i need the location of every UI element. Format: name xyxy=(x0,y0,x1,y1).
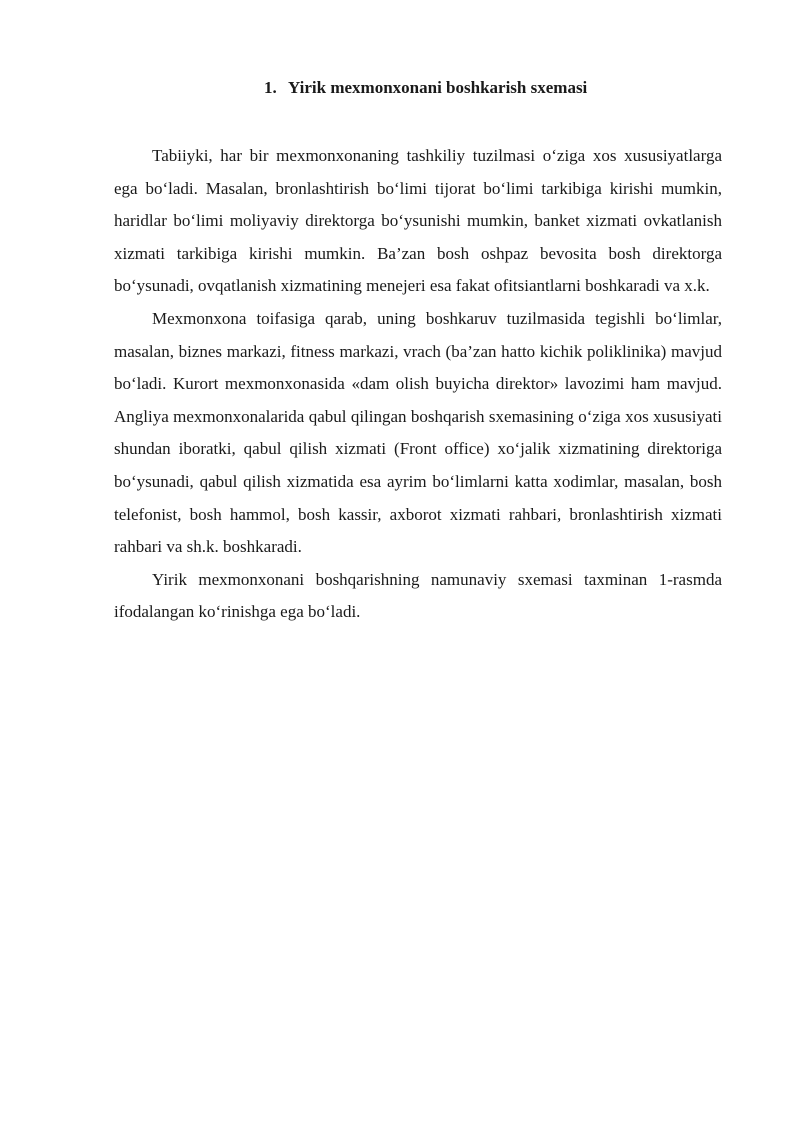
body-text xyxy=(114,140,722,629)
section-number: 1. xyxy=(264,78,277,97)
section-title: Yirik mexmonxonani boshkarish sxemasi xyxy=(288,78,588,97)
section-heading xyxy=(0,76,800,100)
paragraph-1: Tabiiyki, har bir mexmonxonaning tashkiliy tuzilmasi o‘ziga xos xususiyatlarga ega bo‘ladi. Masalan, bronlashtirish bo‘limi tijorat bo‘limi tarkibiga kirishi mumkin, haridlar bo‘limi moliyaviy direktorga bo‘ysunishi mumkin, banket xizmati ovkatlanish xizmati tarkibiga kirishi mumkin. Ba’zan bosh oshpaz bevosita bosh direktorga bo‘ysunadi, ovqatlanish xizmatining menejeri esa fakat ofitsiantlarni boshkaradi va x.k. xyxy=(114,146,722,296)
paragraph-2: Mexmonxona toifasiga qarab, uning boshkaruv tuzilmasida tegishli bo‘limlar, masalan, biznes markazi, fitness markazi, vrach (ba’zan hatto kichik poliklinika) mavjud bo‘ladi. Kurort mexmonxonasida «dam olish buyicha direktor» lavozimi ham mavjud. Angliya mexmonxonalarida qabul qilingan boshqarish sxemasining o‘ziga xos xususiyati shundan iboratki, qabul qilish xizmati (Front office) xo‘jalik xizmatining direktoriga bo‘ysunadi, qabul qilish xizmatida esa ayrim bo‘limlarni katta xodimlar, masalan, bosh telefonist, bosh hammol, bosh kassir, axborot xizmati rahbari, bronlashtirish xizmati rahbari va sh.k. boshkaradi. xyxy=(114,308,722,557)
paragraph-3: Yirik mexmonxonani boshqarishning namunaviy sxemasi taxminan 1-rasmda ifodalangan ko‘rinishga ega bo‘ladi. xyxy=(114,569,722,622)
